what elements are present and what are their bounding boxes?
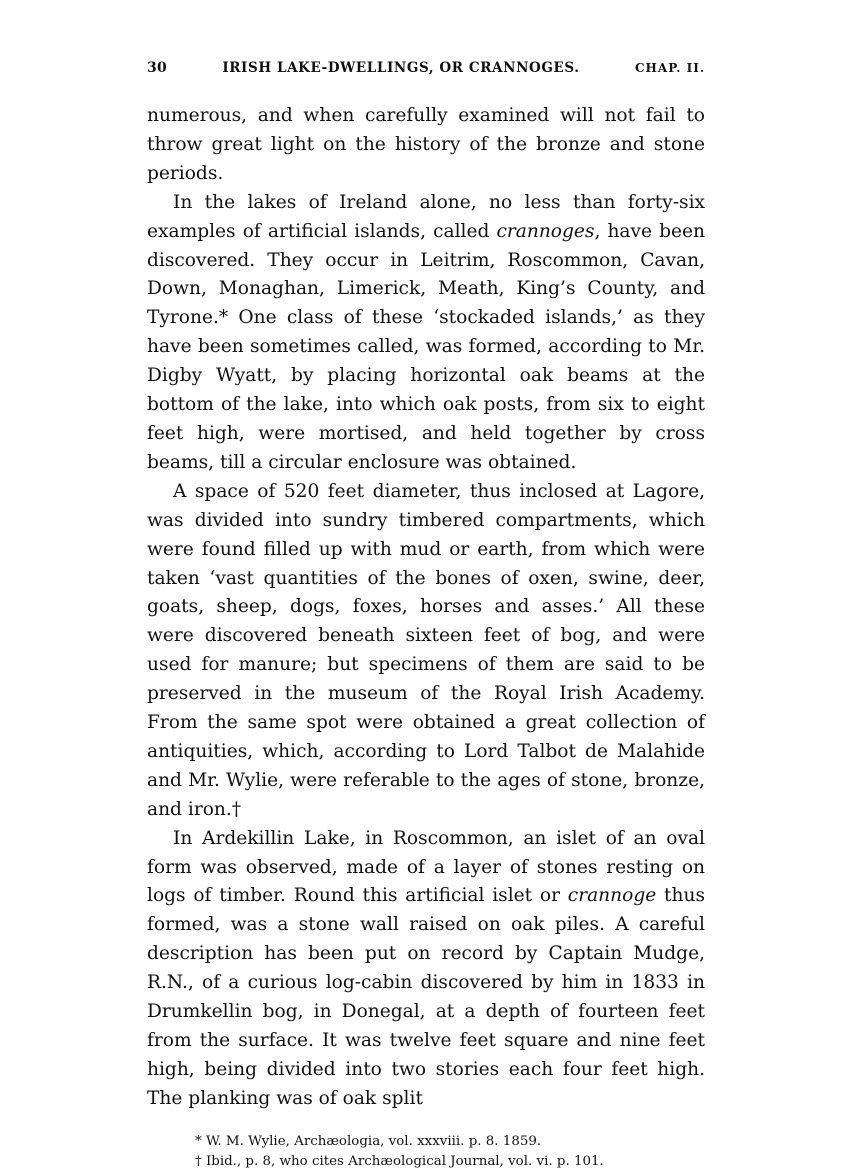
paragraph xyxy=(147,189,705,478)
footnote: † Ibid., p. 8, who cites Archæological Journal, vol. vi. p. 101. xyxy=(195,1153,604,1169)
running-title: IRISH LAKE-DWELLINGS, OR CRANNOGES. xyxy=(222,60,580,76)
chapter-label: CHAP. II. xyxy=(635,61,705,75)
italic-term: crannoges xyxy=(496,220,595,242)
text-segment: In the lakes of Ireland alone, no less than forty-six examples of artificial islands, called xyxy=(147,191,705,242)
book-page xyxy=(147,60,705,1172)
paragraph xyxy=(147,825,705,1114)
footnote: * W. M. Wylie, Archæologia, vol. xxxviii. p. 8. 1859. xyxy=(195,1133,542,1149)
text-segment: , have been discovered. They occur in Leitrim, Roscommon, Cavan, Down, Monaghan, Limerick, Meath, King’s County, and Tyrone.* One class of these ‘stockaded islands,’ as they have been sometimes called, was formed, according to Mr. Digby Wyatt, by placing horizontal oak beams at the bottom of the lake, into which oak posts, from six to eight feet high, were mortised, and held together by cross beams, till a circular enclosure was obtained. xyxy=(147,220,705,473)
text-segment: In Ardekillin Lake, in Roscommon, an islet of an oval form was observed, made of a layer of stones resting on logs of timber. Round this artificial islet or xyxy=(147,827,705,907)
text-segment: numerous, and when carefully examined will not fail to throw great light on the history of the bronze and stone periods. xyxy=(147,105,705,184)
running-header xyxy=(147,60,705,82)
footnotes xyxy=(147,1132,705,1172)
body-text xyxy=(147,102,705,1114)
text-segment: thus formed, was a stone wall raised on oak piles. A careful description has been put on record by Captain Mudge, R.N., of a curious log-cabin discovered by him in 1833 in Drumkellin bog, in Donegal, at a depth of fourteen feet from the surface. It was twelve feet square and nine feet high, being divided into two stories each four feet high. The planking was of oak split xyxy=(147,885,705,1109)
text-segment: A space of 520 feet diameter, thus inclosed at Lagore, was divided into sundry timbered compartments, which were found filled up with mud or earth, from which were taken ‘vast quantities of the bones of oxen, swine, deer, goats, sheep, dogs, foxes, horses and asses.’ All these were discovered beneath sixteen feet of bog, and were used for manure; but specimens of them are said to be preserved in the museum of the Royal Irish Academy. From the same spot were obtained a great collection of antiquities, which, according to Lord Talbot de Malahide and Mr. Wylie, were referable to the ages of stone, bronze, and iron.† xyxy=(147,480,705,820)
paragraph xyxy=(147,478,705,825)
italic-term: crannoge xyxy=(567,885,657,907)
page-number: 30 xyxy=(147,60,167,76)
paragraph xyxy=(147,102,705,189)
